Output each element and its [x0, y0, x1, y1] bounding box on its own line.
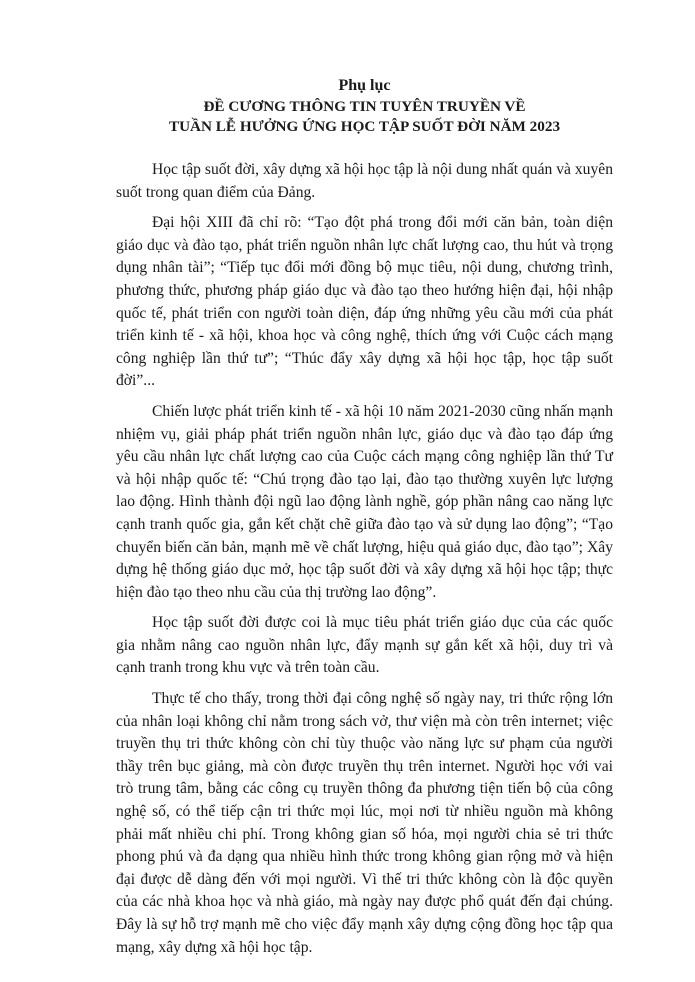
paragraph: Thực tế cho thấy, trong thời đại công nghệ số ngày nay, tri thức rộng lớn của nhân loại không chỉ nằm trong sách vở, thư viện mà còn trên internet; việc truyền thụ tri thức không còn chỉ tùy thuộc vào năng lực sư phạm của người thầy trên bục giảng, mà còn được truyền thụ trên internet. Người học với vai trò trung tâm, bằng các công cụ truyền thông đa phương tiện tiến bộ của công nghệ số, có thể tiếp cận tri thức mọi lúc, mọi nơi từ nhiều nguồn mà không phải mất nhiều chi phí. Trong không gian số hóa, mọi người chia sẻ tri thức phong phú và đa dạng qua nhiều hình thức trong không gian rộng mở và hiện đại được dễ dàng đến với mọi người. Vì thế tri thức không còn là độc quyền của các nhà khoa học và nhà giáo, mà ngày nay được phổ quát đến đại chúng. Đây là sự hỗ trợ mạnh mẽ cho việc đẩy mạnh xây dựng cộng đồng học tập qua mạng, xây dựng xã hội học tập. — [116, 690, 613, 956]
document-title-line-2: TUẦN LỄ HƯỞNG ỨNG HỌC TẬP SUỐT ĐỜI NĂM 2023 — [168, 118, 561, 135]
document-heading — [116, 76, 613, 137]
document-title-line-1: ĐỀ CƯƠNG THÔNG TIN TUYÊN TRUYỀN VỀ — [203, 98, 526, 115]
paragraph: Học tập suốt đời được coi là mục tiêu phát triển giáo dục của các quốc gia nhằm nâng cao nguồn nhân lực, đẩy mạnh sự gắn kết xã hội, duy trì và cạnh tranh trong khu vực và trên toàn cầu. — [116, 614, 613, 677]
paragraph: Chiến lược phát triển kinh tế - xã hội 10 năm 2021-2030 cũng nhấn mạnh nhiệm vụ, giải pháp phát triển nguồn nhân lực, giáo dục và đào tạo đáp ứng yêu cầu nhân lực chất lượng cao của Cuộc cách mạng công nghiệp lần thứ Tư và hội nhập quốc tế: “Chú trọng đào tạo lại, đào tạo thường xuyên lực lượng lao động. Hình thành đội ngũ lao động lành nghề, góp phần nâng cao năng lực cạnh tranh quốc gia, gắn kết chặt chẽ giữa đào tạo và sử dụng lao động”; “Tạo chuyển biến căn bản, mạnh mẽ về chất lượng, hiệu quả giáo dục, đào tạo”; Xây dựng hệ thống giáo dục mở, học tập suốt đời và xây dựng xã hội học tập; thực hiện đào tạo theo nhu cầu của thị trường lao động”. — [116, 402, 613, 601]
document-body — [116, 159, 613, 959]
paragraph: Học tập suốt đời, xây dựng xã hội học tập là nội dung nhất quán và xuyên suốt trong quan điểm của Đảng. — [116, 161, 613, 201]
paragraph: Đại hội XIII đã chỉ rõ: “Tạo đột phá trong đổi mới căn bản, toàn diện giáo dục và đào tạo, phát triển nguồn nhân lực chất lượng cao, thu hút và trọng dụng nhân tài”; “Tiếp tục đổi mới đồng bộ mục tiêu, nội dung, chương trình, phương thức, phương pháp giáo dục và đào tạo theo hướng hiện đại, hội nhập quốc tế, phát triển con người toàn diện, đáp ứng những yêu cầu mới của phát triển kinh tế - xã hội, khoa học và công nghệ, thích ứng với Cuộc cách mạng công nghiệp lần thứ tư”; “Thúc đẩy xây dựng xã hội học tập, học tập suốt đời”... — [116, 214, 613, 390]
appendix-label: Phụ lục — [338, 77, 391, 94]
